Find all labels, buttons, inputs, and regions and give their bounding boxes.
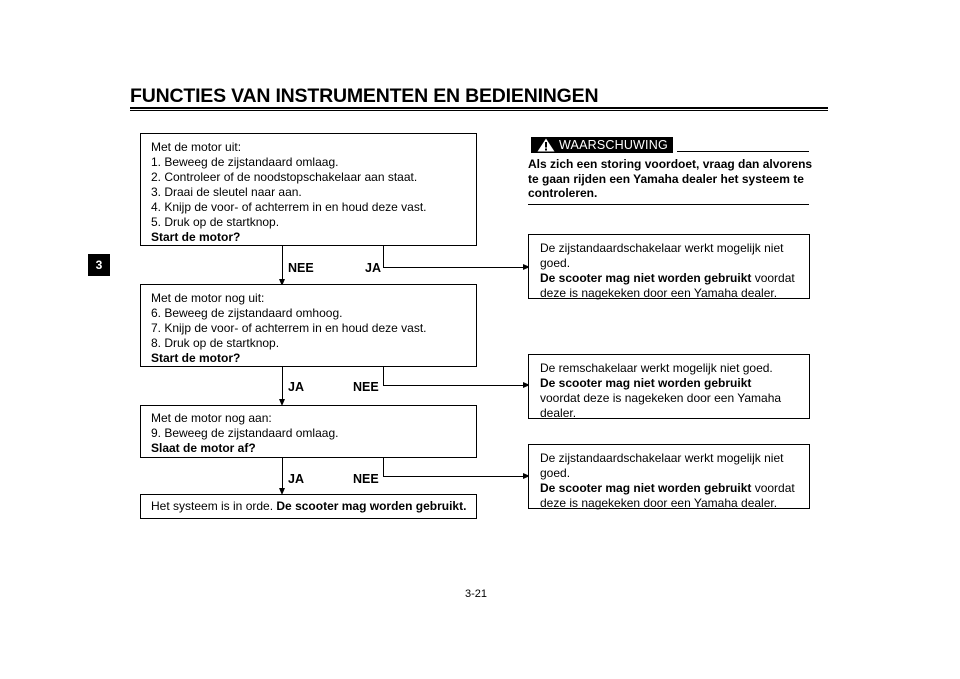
warning-bottom-rule	[528, 204, 809, 205]
result3-line	[540, 481, 799, 496]
result1-bold: De scooter mag niet worden gebruikt	[540, 271, 752, 285]
result3-line: De zijstandaardschakelaar werkt mogelijk niet	[540, 451, 784, 465]
result2-line: voordat deze is nagekeken door een Yamaha	[540, 391, 782, 405]
box1-line: 2. Controleer of de noodstopschakelaar aan staat.	[151, 170, 418, 184]
box2-line: Met de motor nog uit:	[151, 291, 265, 305]
box1-line: Met de motor uit:	[151, 140, 242, 154]
box2-line: 6. Beweeg de zijstandaard omhoog.	[151, 306, 343, 320]
final-text: Het systeem is in orde.	[151, 499, 277, 513]
box1-line: 5. Druk op de startknop.	[151, 215, 280, 229]
flow-line-right-1-v	[383, 246, 384, 268]
result1-line: De zijstandaardschakelaar werkt mogelijk niet	[540, 241, 784, 255]
flow-line-down-1	[282, 246, 283, 280]
result1-line: deze is nagekeken door een Yamaha dealer.	[540, 286, 778, 300]
final-box	[140, 494, 477, 519]
flow-line-right-2-h	[383, 385, 524, 386]
flow-line-right-3-v	[383, 458, 384, 477]
branch1-right-label: JA	[365, 261, 381, 275]
flow-line-down-3	[282, 458, 283, 489]
result-box-2	[528, 354, 810, 419]
flow-line-right-2-v	[383, 367, 384, 386]
flow-line-right-1-h	[383, 267, 524, 268]
chapter-tab: 3	[88, 254, 110, 276]
result1-line: goed.	[540, 256, 571, 270]
warning-text: Als zich een storing voordoet, vraag dan alvorens te gaan rijden een Yamaha dealer het systeem te controleren.	[528, 157, 813, 200]
box1-question: Start de motor?	[151, 230, 241, 244]
box2-line: 8. Druk op de startknop.	[151, 336, 280, 350]
box1-line: 3. Draai de sleutel naar aan.	[151, 185, 302, 199]
warning-label: WAARSCHUWING	[559, 138, 668, 152]
final-line	[151, 499, 466, 514]
branch3-down-label: JA	[288, 472, 304, 486]
page-number: 3-21	[465, 588, 488, 600]
result2-line: dealer.	[540, 406, 577, 420]
result-box-1	[528, 234, 810, 299]
title-rule-thin	[130, 110, 828, 111]
flow-box-3	[140, 405, 477, 458]
flow-line-down-2	[282, 367, 283, 400]
flow-box-2	[140, 284, 477, 367]
result1-line	[540, 271, 799, 286]
warning-rule	[677, 151, 809, 152]
branch2-right-label: NEE	[353, 380, 379, 394]
page-title: FUNCTIES VAN INSTRUMENTEN EN BEDIENINGEN	[130, 85, 599, 107]
result3-line: deze is nagekeken door een Yamaha dealer.	[540, 496, 778, 510]
branch2-down-label: JA	[288, 380, 304, 394]
result1-text: voordat	[751, 271, 795, 285]
result3-text: voordat	[751, 481, 795, 495]
warning-triangle-icon	[537, 138, 555, 152]
box1-line: 4. Knijp de voor- of achterrem in en houd deze vast.	[151, 200, 427, 214]
box1-line: 1. Beweeg de zijstandaard omlaag.	[151, 155, 339, 169]
box2-question: Start de motor?	[151, 351, 241, 365]
box3-line: Met de motor nog aan:	[151, 411, 272, 425]
result2-line: De remschakelaar werkt mogelijk niet goed.	[540, 361, 773, 375]
result2-bold: De scooter mag niet worden gebruikt	[540, 376, 752, 390]
box3-question: Slaat de motor af?	[151, 441, 256, 455]
result-box-3	[528, 444, 810, 509]
flow-box-1	[140, 133, 477, 246]
branch3-right-label: NEE	[353, 472, 379, 486]
result3-line: goed.	[540, 466, 571, 480]
box2-line: 7. Knijp de voor- of achterrem in en houd deze vast.	[151, 321, 427, 335]
result3-bold: De scooter mag niet worden gebruikt	[540, 481, 752, 495]
branch1-down-label: NEE	[288, 261, 314, 275]
title-rule	[130, 107, 828, 109]
box3-line: 9. Beweeg de zijstandaard omlaag.	[151, 426, 339, 440]
final-bold: De scooter mag worden gebruikt.	[276, 499, 467, 513]
flow-line-right-3-h	[383, 476, 524, 477]
